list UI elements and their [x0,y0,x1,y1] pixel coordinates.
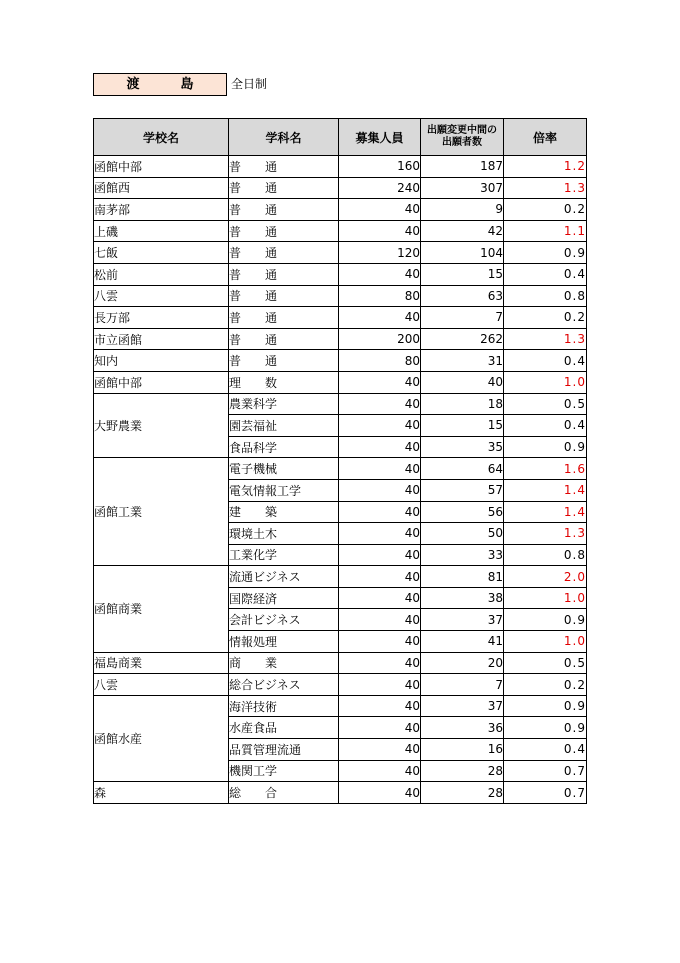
school-name-cell: 函館西 [94,177,229,199]
ratio-cell: 0.4 [504,263,587,285]
table-row [94,156,587,178]
capacity-cell: 40 [339,393,421,415]
capacity-cell: 40 [339,609,421,631]
ratio-cell: 0.5 [504,652,587,674]
table-row [94,242,587,264]
applicants-cell: 57 [421,479,504,501]
school-name-cell: 函館中部 [94,156,229,178]
table-header-row [94,119,587,156]
school-name-cell: 函館中部 [94,371,229,393]
school-name-cell: 函館工業 [94,458,229,566]
department-cell: 海洋技術 [229,695,339,717]
capacity-cell: 40 [339,501,421,523]
school-name-cell: 八雲 [94,674,229,696]
table-row [94,458,587,480]
applicants-cell: 81 [421,566,504,588]
table-row [94,328,587,350]
school-name-cell: 松前 [94,263,229,285]
ratio-cell: 1.0 [504,371,587,393]
capacity-cell: 80 [339,285,421,307]
school-system-label: 全日制 [231,77,268,91]
department-cell: 普 通 [229,199,339,221]
department-cell: 機関工学 [229,760,339,782]
department-cell: 情報処理 [229,631,339,653]
applicants-cell: 20 [421,652,504,674]
application-table [93,118,587,804]
applicants-cell: 50 [421,523,504,545]
department-cell: 普 通 [229,177,339,199]
header-dept: 学科名 [229,119,339,156]
capacity-cell: 40 [339,631,421,653]
ratio-cell: 1.0 [504,587,587,609]
school-name-cell: 函館水産 [94,695,229,781]
ratio-cell: 1.3 [504,177,587,199]
table-row [94,177,587,199]
capacity-cell: 200 [339,328,421,350]
department-cell: 工業化学 [229,544,339,566]
ratio-cell: 0.9 [504,242,587,264]
applicants-cell: 16 [421,739,504,761]
capacity-cell: 40 [339,371,421,393]
ratio-cell: 0.9 [504,717,587,739]
capacity-cell: 40 [339,739,421,761]
applicants-cell: 9 [421,199,504,221]
department-cell: 理 数 [229,371,339,393]
header-school: 学校名 [94,119,229,156]
ratio-cell: 0.2 [504,199,587,221]
ratio-cell: 0.4 [504,415,587,437]
capacity-cell: 40 [339,782,421,804]
capacity-cell: 240 [339,177,421,199]
school-name-cell: 大野農業 [94,393,229,458]
department-cell: 会計ビジネス [229,609,339,631]
applicants-cell: 33 [421,544,504,566]
header-applicants-line2: 出願者数 [442,137,482,148]
table-row [94,350,587,372]
table-row [94,285,587,307]
applicants-cell: 187 [421,156,504,178]
header-ratio: 倍率 [504,119,587,156]
applicants-cell: 7 [421,674,504,696]
table-row [94,393,587,415]
applicants-cell: 37 [421,695,504,717]
school-name-cell: 函館商業 [94,566,229,652]
department-cell: 環境土木 [229,523,339,545]
capacity-cell: 40 [339,652,421,674]
header-applicants [421,119,504,156]
applicants-cell: 307 [421,177,504,199]
ratio-cell: 0.7 [504,760,587,782]
capacity-cell: 40 [339,717,421,739]
school-name-cell: 森 [94,782,229,804]
applicants-cell: 262 [421,328,504,350]
capacity-cell: 40 [339,415,421,437]
ratio-cell: 0.2 [504,674,587,696]
department-cell: 水産食品 [229,717,339,739]
table-row [94,199,587,221]
capacity-cell: 40 [339,479,421,501]
school-name-cell: 七飯 [94,242,229,264]
capacity-cell: 40 [339,695,421,717]
applicants-cell: 28 [421,782,504,804]
school-name-cell: 福島商業 [94,652,229,674]
ratio-cell: 1.4 [504,501,587,523]
ratio-cell: 1.3 [504,328,587,350]
applicants-cell: 18 [421,393,504,415]
capacity-cell: 40 [339,307,421,329]
department-cell: 普 通 [229,220,339,242]
ratio-cell: 0.8 [504,285,587,307]
ratio-cell: 1.4 [504,479,587,501]
table-row [94,307,587,329]
applicants-cell: 35 [421,436,504,458]
applicants-cell: 104 [421,242,504,264]
ratio-cell: 0.4 [504,350,587,372]
applicants-cell: 37 [421,609,504,631]
capacity-cell: 120 [339,242,421,264]
department-cell: 普 通 [229,307,339,329]
ratio-cell: 1.0 [504,631,587,653]
table-row [94,566,587,588]
ratio-cell: 1.3 [504,523,587,545]
department-cell: 流通ビジネス [229,566,339,588]
school-name-cell: 市立函館 [94,328,229,350]
department-cell: 普 通 [229,328,339,350]
department-cell: 建 築 [229,501,339,523]
applicants-cell: 36 [421,717,504,739]
applicants-cell: 31 [421,350,504,372]
table-row [94,220,587,242]
region-label: 渡 島 [93,73,227,96]
applicants-cell: 15 [421,415,504,437]
department-cell: 園芸福祉 [229,415,339,437]
table-row [94,263,587,285]
ratio-cell: 0.8 [504,544,587,566]
ratio-cell: 1.2 [504,156,587,178]
capacity-cell: 40 [339,587,421,609]
ratio-cell: 0.9 [504,609,587,631]
department-cell: 総合ビジネス [229,674,339,696]
capacity-cell: 40 [339,263,421,285]
department-cell: 普 通 [229,263,339,285]
capacity-cell: 40 [339,458,421,480]
header-applicants-line1: 出願変更中間の [427,125,497,136]
department-cell: 総 合 [229,782,339,804]
capacity-cell: 40 [339,523,421,545]
table-row [94,652,587,674]
applicants-cell: 15 [421,263,504,285]
department-cell: 商 業 [229,652,339,674]
capacity-cell: 160 [339,156,421,178]
applicants-cell: 63 [421,285,504,307]
capacity-cell: 40 [339,544,421,566]
applicants-cell: 38 [421,587,504,609]
school-name-cell: 八雲 [94,285,229,307]
applicants-cell: 7 [421,307,504,329]
department-cell: 電気情報工学 [229,479,339,501]
table-row [94,371,587,393]
department-cell: 国際経済 [229,587,339,609]
header-capacity: 募集人員 [339,119,421,156]
department-cell: 普 通 [229,156,339,178]
school-name-cell: 上磯 [94,220,229,242]
school-name-cell: 知内 [94,350,229,372]
capacity-cell: 40 [339,220,421,242]
capacity-cell: 40 [339,199,421,221]
capacity-cell: 40 [339,760,421,782]
table-body [94,156,587,804]
department-cell: 普 通 [229,242,339,264]
department-cell: 普 通 [229,350,339,372]
applicants-cell: 56 [421,501,504,523]
applicants-cell: 28 [421,760,504,782]
table-row [94,695,587,717]
ratio-cell: 0.9 [504,436,587,458]
applicants-cell: 41 [421,631,504,653]
ratio-cell: 0.5 [504,393,587,415]
ratio-cell: 0.9 [504,695,587,717]
ratio-cell: 0.2 [504,307,587,329]
department-cell: 品質管理流通 [229,739,339,761]
ratio-cell: 0.4 [504,739,587,761]
capacity-cell: 40 [339,566,421,588]
department-cell: 電子機械 [229,458,339,480]
ratio-cell: 1.6 [504,458,587,480]
department-cell: 農業科学 [229,393,339,415]
table-row [94,782,587,804]
table-row [94,674,587,696]
applicants-cell: 42 [421,220,504,242]
ratio-cell: 0.7 [504,782,587,804]
ratio-cell: 2.0 [504,566,587,588]
department-cell: 普 通 [229,285,339,307]
applicants-cell: 40 [421,371,504,393]
school-name-cell: 南茅部 [94,199,229,221]
department-cell: 食品科学 [229,436,339,458]
ratio-cell: 1.1 [504,220,587,242]
capacity-cell: 40 [339,436,421,458]
capacity-cell: 80 [339,350,421,372]
applicants-cell: 64 [421,458,504,480]
capacity-cell: 40 [339,674,421,696]
school-name-cell: 長万部 [94,307,229,329]
